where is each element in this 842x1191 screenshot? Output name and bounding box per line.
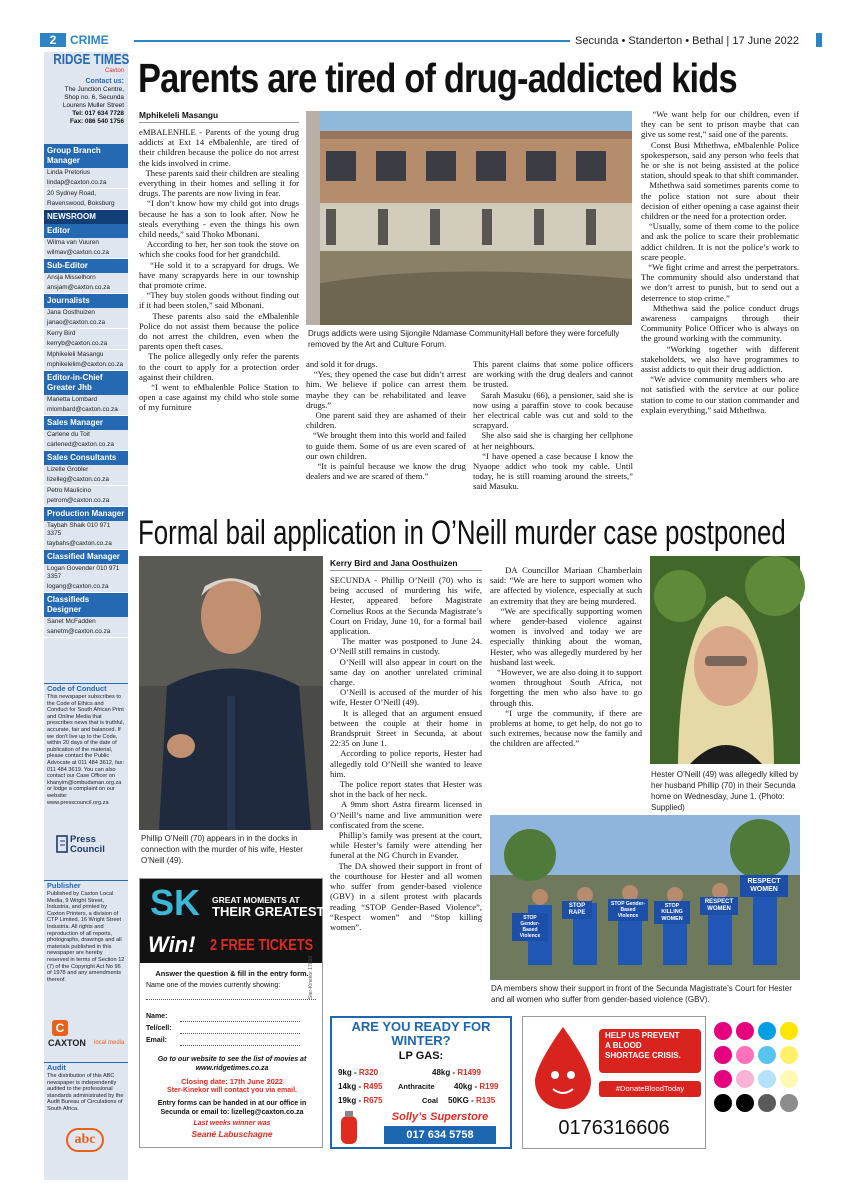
solly-price-label: 40kg - — [454, 1082, 478, 1091]
solly-price-value: R495 — [363, 1082, 383, 1091]
header-marker — [816, 33, 822, 47]
caxton-sub: local media — [94, 1040, 125, 1046]
story1-byline: Mphikeleli Masangu — [139, 110, 219, 120]
solly-coal: Coal — [422, 1096, 439, 1105]
sk-email-label: Email: — [146, 1037, 168, 1044]
placard-3b: STOP Gender-Based Violence — [608, 899, 648, 921]
solly-price-value: R135 — [476, 1096, 496, 1105]
phillip-photo — [139, 556, 323, 830]
staff-entry: Wilma van Vuuren — [47, 239, 99, 246]
community-hall-photo — [306, 111, 632, 325]
staff-entry[interactable]: carlened@caxton.co.za — [44, 440, 128, 451]
staff-entry[interactable]: lindap@caxton.co.za — [44, 178, 128, 189]
staff-role: NEWSROOM — [44, 210, 128, 224]
staff-entry: Logan Govender 010 971 3357 — [47, 565, 120, 580]
publisher-title: Publisher — [44, 880, 128, 890]
story1-col3: This parent claims that some police officers are working with the drug dealers and cannot be trusted. Sarah Masuku (66), a pensioner, said she is now using a paraffin stove to cook because her electrical cable was cut and sold to the scrapyard. She also said she is charging her cellphone at her neighbours. “I have opened a case because I know the Nyaope addict who took my cable. Until today, he is still roaming around the streets,” said Masuku. — [473, 359, 634, 492]
colour-swatch — [736, 1094, 754, 1112]
solly-price-label: 48kg - — [432, 1068, 456, 1077]
sk-win: Win! — [148, 932, 196, 957]
publisher — [44, 880, 128, 1054]
staff-entry: Ravenswood, Boksburg — [44, 199, 128, 210]
phillip-caption: Phillip O’Neill (70) appears in in the docks in connection with the murder of his wife, Hester O’Neill (49). — [141, 834, 303, 865]
section-label: CRIME — [70, 33, 109, 47]
staff-role: Editor-in-Chief Greater Jhb — [44, 371, 128, 395]
sk-name-label: Name: — [146, 1013, 168, 1020]
logo: RIDGE TIMES — [53, 51, 130, 68]
solly-price-50kg — [448, 1094, 495, 1108]
solly-price-14kg — [338, 1080, 382, 1094]
abc-logo: abc — [66, 1128, 104, 1152]
logo-sub: Caxton — [104, 68, 124, 74]
caxton-icon: C — [52, 1020, 68, 1036]
sk-answer-line[interactable] — [146, 999, 316, 1000]
press-council-icon — [56, 835, 70, 855]
staff-entry: Carlene du Toit — [47, 431, 90, 438]
audit-title: Audit — [44, 1062, 128, 1072]
sk-tickets: 2 FREE TICKETS — [210, 937, 314, 954]
colour-swatch — [714, 1070, 732, 1088]
staff-entry: 20 Sydney Road, — [47, 190, 97, 197]
colour-swatch — [736, 1022, 754, 1040]
blood-line3: SHORTAGE CRISIS. — [605, 1051, 681, 1060]
solly-price-9kg — [338, 1066, 378, 1080]
solly-price-label: 14kg - — [338, 1082, 362, 1091]
sk-logo: SK — [150, 882, 201, 923]
solly-subtitle: LP GAS: — [398, 1050, 444, 1062]
solly-price-value: R675 — [363, 1096, 383, 1105]
story1-col1: eMBALENHLE - Parents of the young drug addicts at Ext 14 eMbalenhle, are tired of their children because the police do not arrest the kids involved in crime. These parents said their children are stealing everything in their homes and selling it for drugs. The parents are now living in fear. “I don’t know how my child got into drugs because he has a son to look after. Now he steals everything - even the things his own child needs,” said Thoko Mbonani. According to her, her son took the stove on which she cooks food for her grandchild. “He sold it to a scrapyard for drugs. We have many scrapyards here in our township that promote crime. “They buy stolen goods without finding out if it had been stolen,” said Mbonani. These parents also said the eMbalenhle Police do not assist them because the police do not arrest the children, even when the parents open theft cases. The police allegedly only refer the parents to the court to apply for a protection order against their children. “I went to eMbalenhle Police Station to open a case against my child who stole some of my furniture — [139, 127, 300, 413]
press-council-logo — [56, 835, 128, 855]
staff-entry: Ansja Misselhorn — [47, 274, 96, 281]
solly-price-19kg — [338, 1094, 382, 1108]
byline2-rule — [330, 570, 482, 571]
story2-headline: Formal bail application in O’Neill murder case postponed — [138, 514, 786, 552]
hester-caption: Hester O’Neill (49) was allegedly killed by her husband Phillip (70) in their Secunda home on Wednesday, June 1. (Photo: Supplied) — [651, 770, 799, 812]
contact-title: Contact us: — [85, 78, 124, 85]
colour-swatch — [714, 1022, 732, 1040]
gas-cylinder-icon — [338, 1110, 360, 1146]
staff-entry: Petro Maulicino — [47, 487, 92, 494]
masthead — [44, 52, 128, 126]
solly-ad — [330, 1016, 512, 1149]
sk-tag1: GREAT MOMENTS AT — [212, 895, 300, 905]
story1-col4: “We want help for our children, even if they can be sent to prison maybe that can give us some rest,” said one of the parents. Const Busi Mthethwa, eMbalenhle Police spokesperson, said any person who feels that he or she is not being assisted at the police station, should speak to that shift commander. Mthethwa said sometimes parents come to the police station not sure about their decision of either opening a case against their children or the need for a protection order. “Usually, some of them come to the police and ask the police to scare their problematic addict children. It is not the police’s work to scare people. “We fight crime and arrest the perpetrators. The community should also understand that we don’t arrest to punish, but to send out a deterrence to stop crime.” Mthethwa said the police conduct drugs awareness campaigns through their Community Police Officer who is always on the ground working with the community. “Working together with different stakeholders, we also have programmes to assist addicts to quit their drug addiction. “We advice community members who are not satisfied with the service at our police station to come to our station commander and explain everything,” said Mthethwa. — [641, 109, 800, 415]
staff-entry[interactable]: mphikelelim@caxton.co.za — [44, 360, 128, 371]
staff-entry: Sanet McFadden — [47, 618, 96, 625]
story1-col2: and sold it for drugs. “Yes, they opened the case but didn’t arrest him. We believe if police can arrest them maybe they can be rehabilitated and leave drugs.” One parent said they are ashamed of their children. “We brought them into this world and failed to guide them. Some of us are even scared of our own children. “It is painful because we know the drug dealers and we are scared of them.” — [306, 359, 466, 482]
solly-price-label: 19kg - — [338, 1096, 362, 1105]
sk-closing: Closing date: 17th June 2022 — [181, 1077, 283, 1086]
blood-ad — [522, 1016, 706, 1149]
story2-byline: Kerry Bird and Jana Oosthuizen — [330, 558, 458, 568]
colour-swatch — [758, 1022, 776, 1040]
staff-role: Classified Manager — [44, 550, 128, 564]
solly-title: ARE YOU READY FOR WINTER? — [351, 1019, 491, 1048]
solly-price-40kg — [454, 1080, 498, 1094]
code-text: This newspaper subscribes to the Code of Ethics and Conduct for South African Print and Online Media that prescribes news that is truthful, accurate, fair and balanced. If we don't live up to the Code, within 20 days of the date of publication of the material, please contact the Public Advocate at 011 484 3612, fax: 011 484 3619. You can also contact our Case Officer on khanyim@ombudsman.org.za or lodge a complaint on our website: www.presscouncil.org.za — [47, 694, 125, 806]
placard-1: RESPECT WOMEN — [740, 875, 788, 897]
colour-swatch — [736, 1046, 754, 1064]
story2-col2: DA Councillor Mariaan Chamberlain said: “We are here to support women who are affected by violence, especially at such an extremity that they are being murdered. “We are specifically supporting women where gender-based violence against women is involved and today we are especially thinking about the woman, Hester, who was allegedly murdered by her husband last week. “However, we are also doing it to support women throughout South Africa, not forgetting the men who also have to go through this. “I urge the community, if there are problems at home, to get help, do not go to such extremes, because now the family and the children are affected.” — [490, 565, 643, 749]
fax: Fax: 086 540 1756 — [69, 118, 124, 125]
staff-entry[interactable]: sanetm@caxton.co.za — [44, 627, 128, 638]
staff-entry[interactable]: ansjam@caxton.co.za — [44, 283, 128, 294]
audit-text: The distribution of this ABC newspaper is independently audited to the professional standards administrated by the Audit Bureau of Circulations of South Africa. — [47, 1073, 124, 1112]
staff-entry[interactable]: wilmav@caxton.co.za — [44, 248, 128, 259]
sk-last-winner: Last weeks winner was — [193, 1120, 271, 1127]
staff-entry[interactable]: kerryb@caxton.co.za — [44, 339, 128, 350]
blood-line2: A BLOOD — [605, 1041, 642, 1050]
sk-banner — [140, 879, 325, 963]
sk-tel-field[interactable] — [180, 1033, 300, 1034]
publisher-text: Published by Caxton Local Media, 9 Wright Street, Industria, and printed by Caxton Printers, a division of CTP Limited, 16 Wright Street Industria. All rights and reproduction of all reports, photographs, drawings and all materials published in this newspaper are hereby reserved in terms of Section 12 (7) of the Copyright Act No 96 of 1978 and any amendments thereof. — [47, 891, 125, 983]
protest-photo — [490, 815, 800, 980]
colour-bars — [712, 1016, 802, 1149]
staff-entry: Mphikeleli Masangu — [47, 351, 104, 358]
staff-entry[interactable]: taybahs@caxton.co.za — [44, 539, 128, 550]
staff-entry[interactable]: janao@caxton.co.za — [44, 318, 128, 329]
staff-role: Production Manager — [44, 507, 128, 521]
caxton-logo — [48, 1020, 128, 1054]
solly-price-label: 50KG - — [448, 1096, 474, 1105]
colour-swatch — [780, 1022, 798, 1040]
colour-swatch — [736, 1070, 754, 1088]
staff-entry[interactable]: mlombard@caxton.co.za — [44, 405, 128, 416]
colour-swatch — [758, 1046, 776, 1064]
tel: Tel: 017 634 7728 — [72, 110, 124, 117]
colour-swatch — [714, 1046, 732, 1064]
sk-name-field[interactable] — [180, 1021, 300, 1022]
staff-entry: Linda Pretorius — [47, 169, 90, 176]
sk-website: Go to our website to see the list of movies at www.ridgetimes.co.za — [157, 1056, 307, 1072]
colour-swatch — [714, 1094, 732, 1112]
protest-caption: DA members show their support in front of the Secunda Magistrate’s Court for Hester and all women who suffer from gender-based violence (GBV). — [491, 984, 792, 1004]
staff-role: Sales Manager — [44, 416, 128, 430]
sk-side-note: Ster-Kinekor 17810 — [308, 955, 314, 999]
colour-swatch — [758, 1094, 776, 1112]
sk-instruction: Answer the question & fill in the entry form. — [155, 969, 309, 978]
placard-3: STOP Gender-Based Violence — [512, 913, 548, 941]
blood-hashtag: #DonateBloodToday — [599, 1081, 701, 1097]
staff-role: Sub-Editor — [44, 259, 128, 273]
staff-role: Journalists — [44, 294, 128, 308]
sk-contact: Ster-Kinekor will contact you via email. — [167, 1087, 297, 1094]
staff-role: Sales Consultants — [44, 451, 128, 465]
solly-price-value: R1499 — [457, 1068, 481, 1077]
colour-swatch — [780, 1046, 798, 1064]
placard-2: STOP RAPE — [562, 901, 592, 919]
solly-price-label: 9kg - — [338, 1068, 357, 1077]
address: The Junction Centre, Shop no. 6, Secunda Lourens Muller Street — [62, 86, 124, 109]
code-title: Code of Conduct — [44, 683, 128, 693]
sk-ad — [139, 878, 323, 1148]
blood-drop-icon — [531, 1025, 595, 1109]
sk-entry: Entry forms can be handed in at our office in Secunda or email to: lizelleg@caxton.co.za — [157, 1100, 307, 1116]
dateline: Secunda • Standerton • Bethal | 17 June 2022 — [575, 35, 800, 47]
story1-headline: Parents are tired of drug-addicted kids — [138, 55, 737, 101]
staff-role: Editor — [44, 224, 128, 238]
solly-price-48kg — [432, 1066, 481, 1080]
staff-entry: Kerry Bird — [47, 330, 76, 337]
story2-col1: SECUNDA - Phillip O’Neill (70) who is being accused of murdering his wife, Hester, appeared before Magistrate Cornelius Roos at the Secunda Magistrate’s Court on Friday, June 10, for a formal bail application. The matter was postponed to June 24. O’Neill still remains in custody. O’Neill will also appear in court on the same day on another unrelated criminal charge. O’Neill is accused of the murder of his wife, Hester O’Neill (49). It is alleged that an argument ensued between the couple at their home in Brandspruit Street in Secunda, at about 22:35 on June 1. According to police reports, Hester had allegedly told O’Neill she wanted to leave him. The police report states that Hester was shot in the back of her neck. A 9mm short Astra firearm licensed in O’Neill’s name and live ammunition were confiscated from the scene. Phillip’s family was present at the court, while Hester’s family were attending her funeral at the NG Church in Evander. The DA showed their support in front of the courthouse for Hester and all women who suffer from gender-based violence (GBV) in a silent protest with placards reading “STOP Gender-Based Violence”, “Respect women” and “Stop killing women”. — [330, 575, 482, 932]
staff-role: Group Branch Manager — [44, 144, 128, 168]
story1-photo-caption: Drugs addicts were using Sijongile Ndamase CommunityHall before they were forcefully removed by the Art and Culture Forum. — [308, 329, 620, 349]
colour-swatch — [780, 1094, 798, 1112]
solly-phone: 017 634 5758 — [384, 1126, 496, 1144]
staff-entry: Marietta Lombard — [47, 396, 98, 403]
page-number: 2 — [40, 33, 66, 47]
sk-tel-label: Tel/cell: — [146, 1025, 172, 1032]
sk-email-field[interactable] — [180, 1045, 300, 1046]
colour-swatch — [780, 1070, 798, 1088]
sk-question: Name one of the movies currently showing: — [146, 982, 281, 989]
colour-swatch — [758, 1070, 776, 1088]
solly-price-value: R320 — [358, 1068, 379, 1077]
staff-entry[interactable]: petrom@caxton.co.za — [44, 496, 128, 507]
solly-anthracite: Anthracite — [398, 1082, 435, 1091]
code-of-conduct — [44, 683, 128, 855]
staff-entry: Taybah Shaik 010 971 3375 — [47, 522, 111, 537]
sk-winner-name: Seané Labuschagne — [191, 1129, 273, 1139]
caxton-label: CAXTON — [48, 1038, 86, 1048]
byline-rule — [139, 122, 299, 123]
placard-4: STOP KILLING WOMEN — [654, 901, 690, 924]
blood-line1: HELP US PREVENT — [605, 1031, 680, 1040]
staff-entry[interactable]: lizelleg@caxton.co.za — [44, 475, 128, 486]
press-council-label: Press Council — [70, 834, 105, 855]
placard-5: RESPECT WOMEN — [700, 897, 738, 915]
staff-entry[interactable]: logang@caxton.co.za — [44, 582, 128, 593]
header-rule — [134, 40, 570, 42]
staff-entry: Jana Oosthuizen — [47, 309, 95, 316]
staff-list — [44, 144, 128, 638]
staff-role: Classifieds Designer — [44, 593, 128, 617]
solly-price-value: R199 — [479, 1082, 499, 1091]
staff-entry: Lizelle Grobler — [47, 466, 89, 473]
audit — [44, 1062, 128, 1152]
solly-store: Solly’s Superstore — [391, 1111, 489, 1123]
blood-phone: 0176316606 — [558, 1117, 670, 1139]
hester-photo — [650, 556, 800, 764]
sk-tag2: THEIR GREATEST — [212, 904, 325, 919]
